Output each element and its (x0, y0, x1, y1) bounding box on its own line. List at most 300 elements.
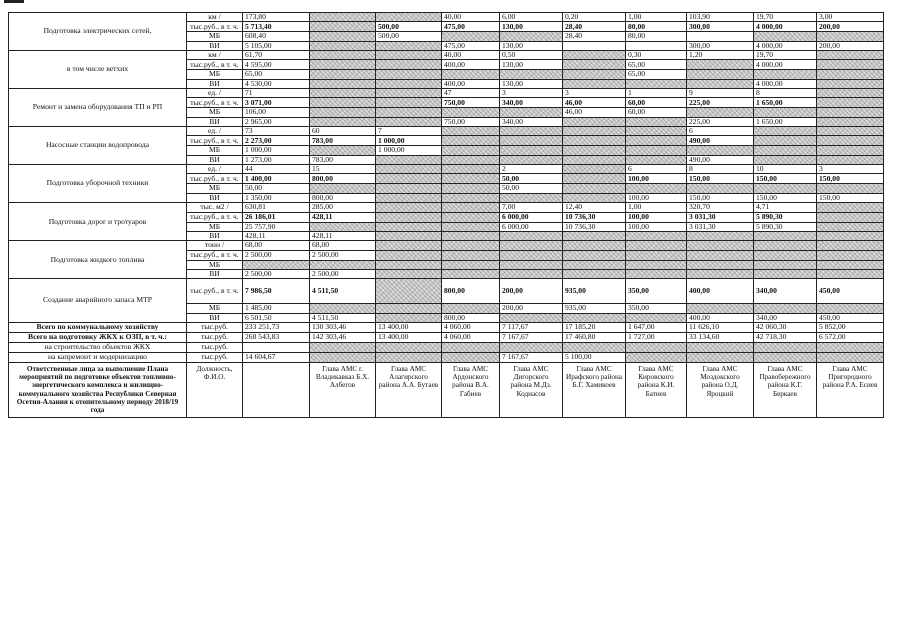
value-cell: 268 543,83 (243, 332, 310, 342)
value-cell: 4 000,00 (754, 79, 817, 88)
value-cell (563, 165, 626, 174)
value-cell: 1 350,00 (243, 193, 310, 202)
mtp-plan-table (8, 12, 884, 418)
value-cell: 1 000,00 (376, 136, 442, 146)
value-cell: 42 718,30 (754, 332, 817, 342)
value-cell: 150,00 (687, 193, 754, 202)
value-cell: 130,00 (500, 22, 563, 32)
totals-name: на строительство объектов ЖКХ (9, 342, 187, 352)
value-cell: 33 134,60 (687, 332, 754, 342)
value-cell: 428,11 (310, 231, 376, 240)
value-cell (817, 260, 884, 269)
value-cell (687, 108, 754, 117)
value-cell (376, 342, 442, 352)
value-cell: 150,00 (687, 174, 754, 184)
value-cell (687, 342, 754, 352)
value-cell: 4 511,50 (310, 279, 376, 304)
value-cell: 4 000,00 (754, 22, 817, 32)
unit-cell: МБ (187, 222, 243, 231)
value-cell: 1 650,00 (754, 117, 817, 126)
value-cell (243, 260, 310, 269)
table-row (9, 165, 884, 174)
value-cell (626, 136, 687, 146)
value-cell: 450,00 (817, 313, 884, 322)
value-cell: 340,00 (500, 117, 563, 126)
value-cell (442, 352, 500, 362)
unit-cell: МБ (187, 304, 243, 313)
value-cell: 233 251,73 (243, 322, 310, 332)
value-cell: 4 511,50 (310, 313, 376, 322)
value-cell: 608,40 (243, 32, 310, 41)
value-cell: 46,00 (563, 98, 626, 108)
value-cell (376, 352, 442, 362)
value-cell: 8 (754, 89, 817, 98)
value-cell (817, 203, 884, 212)
value-cell (687, 304, 754, 313)
value-cell: 9 (687, 89, 754, 98)
value-cell (500, 70, 563, 79)
totals-name: на капремонт и модернизацию (9, 352, 187, 362)
value-cell (626, 260, 687, 269)
value-cell (687, 260, 754, 269)
value-cell: 47 (442, 89, 500, 98)
value-cell: 3 071,00 (243, 98, 310, 108)
value-cell (500, 241, 563, 250)
value-cell (817, 250, 884, 260)
value-cell: 320,70 (687, 203, 754, 212)
value-cell (563, 155, 626, 164)
totals-row (9, 342, 884, 352)
value-cell: 800,00 (310, 174, 376, 184)
unit-cell: ВИ (187, 155, 243, 164)
value-cell (754, 155, 817, 164)
value-cell: 800,00 (442, 279, 500, 304)
table-row (9, 241, 884, 250)
value-cell (687, 269, 754, 278)
table-body (9, 13, 884, 418)
value-cell (376, 117, 442, 126)
value-cell (310, 352, 376, 362)
value-cell (376, 165, 442, 174)
value-cell: 100,00 (626, 222, 687, 231)
value-cell: 1 (626, 89, 687, 98)
value-cell: 1,00 (626, 203, 687, 212)
value-cell (310, 32, 376, 41)
value-cell: 750,00 (442, 98, 500, 108)
value-cell (754, 146, 817, 155)
value-cell: 1 650,00 (754, 98, 817, 108)
value-cell: 3 031,30 (687, 212, 754, 222)
value-cell (500, 136, 563, 146)
value-cell: 1 000,00 (376, 146, 442, 155)
page-edge-mark (4, 0, 24, 3)
value-cell (442, 231, 500, 240)
value-cell (817, 70, 884, 79)
value-cell (754, 127, 817, 136)
unit-cell: ВИ (187, 269, 243, 278)
value-cell: 340,00 (500, 98, 563, 108)
table-row (9, 127, 884, 136)
value-cell (754, 184, 817, 193)
value-cell: 1 485,00 (243, 304, 310, 313)
unit-cell: км / (187, 51, 243, 60)
value-cell: 2 500,00 (310, 250, 376, 260)
value-cell: 28,40 (563, 22, 626, 32)
value-cell (817, 60, 884, 70)
value-cell: 225,00 (687, 98, 754, 108)
value-cell: 1 273,00 (243, 155, 310, 164)
value-cell: 5 852,00 (817, 322, 884, 332)
value-cell: 60,00 (626, 98, 687, 108)
value-cell (754, 260, 817, 269)
section-name: Ремонт и замена оборудования ТП и РП (9, 89, 187, 127)
value-cell (563, 241, 626, 250)
value-cell (243, 342, 310, 352)
value-cell (310, 260, 376, 269)
unit-cell: тыс.руб., в т. ч. (187, 60, 243, 70)
value-cell: 783,00 (310, 155, 376, 164)
value-cell (687, 146, 754, 155)
value-cell (754, 352, 817, 362)
value-cell: 68,00 (310, 241, 376, 250)
value-cell: 300,00 (687, 22, 754, 32)
value-cell: 46,00 (563, 108, 626, 117)
value-cell: 7 986,50 (243, 279, 310, 304)
value-cell (310, 98, 376, 108)
unit-cell: МБ (187, 108, 243, 117)
section-name: Подготовка дорог и тротуаров (9, 203, 187, 241)
value-cell (687, 352, 754, 362)
table-row (9, 51, 884, 60)
table-row (9, 279, 884, 304)
value-cell: 71 (243, 89, 310, 98)
value-cell (376, 98, 442, 108)
value-cell (754, 269, 817, 278)
value-cell (626, 117, 687, 126)
value-cell (817, 136, 884, 146)
section-name: в том числе ветхих (9, 51, 187, 89)
value-cell (817, 127, 884, 136)
value-cell (687, 79, 754, 88)
value-cell (310, 60, 376, 70)
value-cell (817, 231, 884, 240)
value-cell: 3 (817, 165, 884, 174)
unit-cell: тыс.руб., в т. ч. (187, 279, 243, 304)
value-cell: 3 (563, 89, 626, 98)
value-cell: 150,00 (817, 174, 884, 184)
value-cell (310, 89, 376, 98)
value-cell (626, 146, 687, 155)
value-cell (376, 212, 442, 222)
value-cell: 340,00 (754, 313, 817, 322)
value-cell (563, 127, 626, 136)
value-cell: 65,00 (626, 70, 687, 79)
value-cell (500, 193, 563, 202)
value-cell (687, 241, 754, 250)
value-cell (500, 313, 563, 322)
value-cell: 6,00 (500, 13, 563, 22)
value-cell: 935,00 (563, 279, 626, 304)
unit-cell: ед. / (187, 165, 243, 174)
value-cell (376, 13, 442, 22)
value-cell: 475,00 (442, 41, 500, 50)
value-cell: 6 501,50 (243, 313, 310, 322)
value-cell (442, 174, 500, 184)
value-cell: 73 (243, 127, 310, 136)
value-cell: 7 167,67 (500, 332, 563, 342)
value-cell: 428,11 (243, 231, 310, 240)
value-cell: 142 303,46 (310, 332, 376, 342)
value-cell: 150,00 (817, 193, 884, 202)
value-cell: 44 (243, 165, 310, 174)
value-cell (817, 352, 884, 362)
value-cell (376, 174, 442, 184)
value-cell (310, 22, 376, 32)
section-name: Подготовка уборочной техники (9, 165, 187, 203)
value-cell: 100,00 (626, 212, 687, 222)
unit-cell: ВИ (187, 41, 243, 50)
value-cell: 28,40 (563, 32, 626, 41)
unit-cell: тыс.руб. (187, 322, 243, 332)
value-cell (626, 155, 687, 164)
unit-cell: ВИ (187, 231, 243, 240)
value-cell: 200,00 (500, 304, 563, 313)
value-cell: 2 (500, 165, 563, 174)
value-cell (500, 269, 563, 278)
value-cell: 6 (687, 127, 754, 136)
value-cell (442, 193, 500, 202)
value-cell: 200,00 (817, 22, 884, 32)
value-cell (500, 127, 563, 136)
value-cell (376, 313, 442, 322)
value-cell: 19,70 (754, 51, 817, 60)
value-cell: 17 185,20 (563, 322, 626, 332)
value-cell (626, 79, 687, 88)
value-cell (442, 212, 500, 222)
value-cell (376, 79, 442, 88)
signatures-row (9, 362, 884, 417)
value-cell: 0,30 (626, 51, 687, 60)
signatory-cell: Глава АМС Правобережного района К.Г. Беркаев (754, 362, 817, 417)
value-cell: 25 757,90 (243, 222, 310, 231)
value-cell: 5 100,00 (563, 352, 626, 362)
value-cell (563, 136, 626, 146)
value-cell (817, 146, 884, 155)
unit-cell: тыс.руб., в т. ч. (187, 212, 243, 222)
value-cell (500, 108, 563, 117)
unit-cell: ед. / (187, 89, 243, 98)
value-cell (563, 193, 626, 202)
unit-cell: тыс.руб., в т. ч. (187, 98, 243, 108)
value-cell: 60,00 (626, 108, 687, 117)
value-cell (626, 41, 687, 50)
value-cell (626, 342, 687, 352)
value-cell (442, 203, 500, 212)
value-cell: 50,00 (500, 184, 563, 193)
value-cell (687, 250, 754, 260)
value-cell (563, 146, 626, 155)
unit-cell: МБ (187, 184, 243, 193)
value-cell: 106,00 (243, 108, 310, 117)
value-cell: 103,90 (687, 13, 754, 22)
value-cell (817, 212, 884, 222)
value-cell: 1 400,00 (243, 174, 310, 184)
value-cell: 400,00 (687, 279, 754, 304)
signatory-cell: Глава АМС Ардонского района В.А. Габиев (442, 362, 500, 417)
section-name: Создание аварийного запаса МТР (9, 279, 187, 323)
totals-name: Всего по коммунальному хозяйству (9, 322, 187, 332)
value-cell (754, 32, 817, 41)
value-cell (310, 13, 376, 22)
signatory-cell: Глава АМС Ирафского района Б.Г. Хамикоев (563, 362, 626, 417)
value-cell (376, 51, 442, 60)
value-cell (376, 250, 442, 260)
value-cell: 15 (310, 165, 376, 174)
value-cell (310, 41, 376, 50)
unit-cell: тыс.руб., в т. ч. (187, 22, 243, 32)
value-cell: 26 186,01 (243, 212, 310, 222)
value-cell (376, 60, 442, 70)
value-cell (817, 98, 884, 108)
value-cell (754, 231, 817, 240)
unit-cell: тыс.руб., в т. ч. (187, 250, 243, 260)
value-cell (563, 41, 626, 50)
value-cell: 400,00 (442, 60, 500, 70)
value-cell (817, 241, 884, 250)
signatory-cell: Глава АМС Кировского района К.И. Батиев (626, 362, 687, 417)
value-cell: 200,00 (817, 41, 884, 50)
totals-row (9, 352, 884, 362)
value-cell: 783,00 (310, 136, 376, 146)
value-cell (310, 79, 376, 88)
value-cell (442, 184, 500, 193)
value-cell (442, 146, 500, 155)
value-cell: 13 400,00 (376, 332, 442, 342)
value-cell: 65,00 (626, 60, 687, 70)
value-cell (376, 41, 442, 50)
value-cell (500, 231, 563, 240)
value-cell: 5 890,30 (754, 222, 817, 231)
value-cell: 2 500,00 (243, 269, 310, 278)
value-cell: 10 736,30 (563, 212, 626, 222)
value-cell (442, 222, 500, 231)
value-cell (563, 231, 626, 240)
value-cell: 100,00 (626, 174, 687, 184)
value-cell (563, 51, 626, 60)
unit-cell: км / (187, 13, 243, 22)
value-cell (310, 304, 376, 313)
value-cell (376, 193, 442, 202)
signatory-cell: Глава АМС Алагирского района А.А. Бутаев (376, 362, 442, 417)
value-cell (442, 250, 500, 260)
value-cell (500, 260, 563, 269)
table-row (9, 13, 884, 22)
value-cell (817, 51, 884, 60)
value-cell: 500,00 (376, 22, 442, 32)
totals-name: Всего на подготовку ЖКХ к ОЗП, в т. ч.: (9, 332, 187, 342)
value-cell (442, 342, 500, 352)
signatory-cell: Глава АМС Дигорского района М.Дз. Кодиасов (500, 362, 563, 417)
totals-row (9, 332, 884, 342)
value-cell: 400,00 (687, 313, 754, 322)
value-cell (442, 241, 500, 250)
value-cell (563, 269, 626, 278)
value-cell: 285,00 (310, 203, 376, 212)
value-cell: 450,00 (817, 279, 884, 304)
value-cell (500, 146, 563, 155)
value-cell: 0,50 (500, 51, 563, 60)
value-cell: 17 460,80 (563, 332, 626, 342)
value-cell (563, 117, 626, 126)
value-cell: 7 117,67 (500, 322, 563, 332)
value-cell (376, 279, 442, 304)
section-name: Насосные станции водопровода (9, 127, 187, 165)
value-cell: 490,00 (687, 155, 754, 164)
value-cell (376, 70, 442, 79)
value-cell: 61,70 (243, 51, 310, 60)
value-cell (754, 342, 817, 352)
value-cell (500, 32, 563, 41)
value-cell (563, 342, 626, 352)
signatory-cell: Глава АМС Пригородного района Р.А. Есиев (817, 362, 884, 417)
value-cell (626, 184, 687, 193)
value-cell: 40,00 (442, 13, 500, 22)
value-cell: 2 273,00 (243, 136, 310, 146)
value-cell (310, 51, 376, 60)
value-cell (687, 32, 754, 41)
position-label: Должность, Ф.И.О. (187, 362, 243, 417)
value-cell: 4 060,00 (442, 332, 500, 342)
signatory-cell: Глава АМС Моздокского района О.Д. Яроцкий (687, 362, 754, 417)
unit-cell: МБ (187, 146, 243, 155)
value-cell (376, 108, 442, 117)
signatory-cell: Глава АМС г. Владикавказ Б.Х. Албегов (310, 362, 376, 417)
value-cell (817, 155, 884, 164)
value-cell: 200,00 (500, 279, 563, 304)
value-cell: 4 000,00 (754, 60, 817, 70)
value-cell: 225,00 (687, 117, 754, 126)
value-cell: 150,00 (754, 174, 817, 184)
value-cell (500, 250, 563, 260)
value-cell (754, 136, 817, 146)
value-cell: 80,00 (626, 32, 687, 41)
value-cell (376, 184, 442, 193)
value-cell (754, 241, 817, 250)
value-cell (310, 146, 376, 155)
value-cell: 173,80 (243, 13, 310, 22)
value-cell (626, 241, 687, 250)
value-cell (442, 32, 500, 41)
value-cell: 130,00 (500, 79, 563, 88)
value-cell (563, 60, 626, 70)
value-cell (442, 165, 500, 174)
value-cell (563, 313, 626, 322)
value-cell (817, 269, 884, 278)
value-cell: 1,20 (687, 51, 754, 60)
value-cell: 100,00 (626, 193, 687, 202)
unit-cell: МБ (187, 32, 243, 41)
value-cell: 4 060,00 (442, 322, 500, 332)
value-cell: 42 060,30 (754, 322, 817, 332)
unit-cell: тыс.руб., в т. ч. (187, 174, 243, 184)
unit-cell: МБ (187, 70, 243, 79)
value-cell (310, 108, 376, 117)
value-cell: 500,00 (376, 32, 442, 41)
value-cell: 4 530,00 (243, 79, 310, 88)
value-cell: 935,00 (563, 304, 626, 313)
value-cell: 0,20 (563, 13, 626, 22)
value-cell (754, 108, 817, 117)
